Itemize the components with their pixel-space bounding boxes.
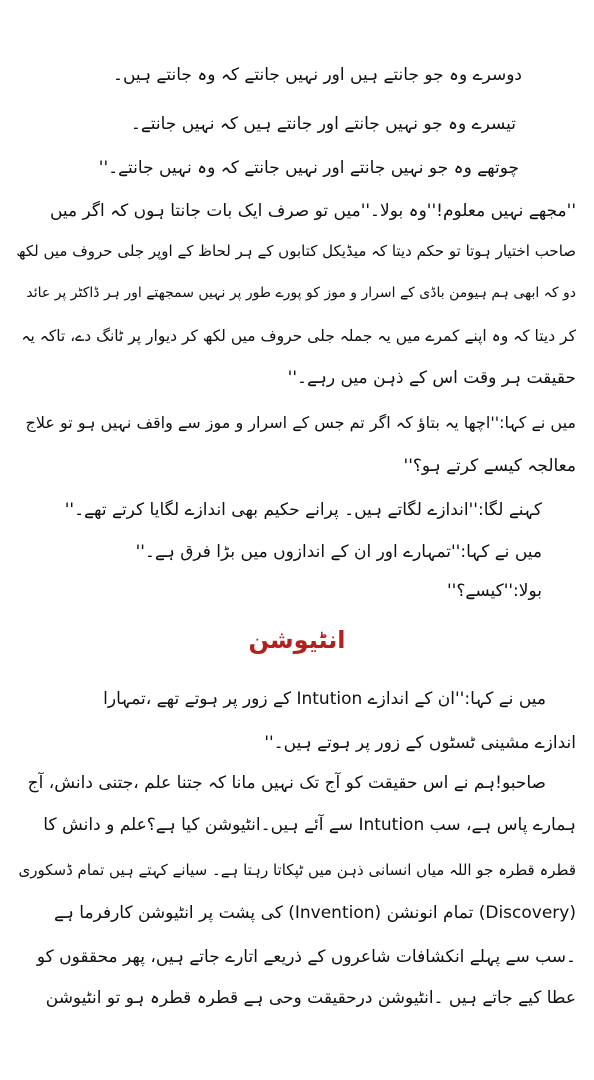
text-line-17: ہمارے پاس ہے، سب Intution سے آئے ہیں۔انٹیوشن کیا ہے؟علم و دانش کا: [43, 815, 576, 835]
text-line-1: دوسرے وہ جو جانتے ہیں اور نہیں جانتے کہ وہ جانتے ہیں۔: [113, 65, 522, 85]
text-line-14: میں نے کہا:''ان کے اندازے Intution کے زور پر ہوتے تھے ،تمہارا: [103, 689, 546, 709]
text-line-3: چوتھے وہ جو نہیں جانتے اور نہیں جانتے کہ وہ نہیں جانتے۔'': [98, 158, 519, 178]
text-line-20: ۔سب سے پہلے انکشافات شاعروں کے ذریعے اتارے جاتے ہیں، پھر محققوں کو: [36, 947, 576, 967]
text-line-4: ''مجھے نہیں معلوم!''وہ بولا۔''میں تو صرف ایک بات جانتا ہوں کہ اگر میں: [49, 201, 576, 221]
text-line-18: قطرہ قطرہ جو اللہ میاں انسانی ذہن میں ٹپکاتا رہتا ہے۔ سیانے کہتے ہیں تمام ڈسکوری: [18, 861, 576, 879]
text-line-11: کہنے لگا:''اندازے لگاتے ہیں۔ پرانے حکیم بھی اندازے لگایا کرتے تھے۔'': [64, 500, 542, 520]
text-line-16: صاحبو!ہم نے اس حقیقت کو آج تک نہیں مانا کہ جتنا علم ،جتنی دانش، آج: [27, 773, 546, 793]
text-line-21: عطا کیے جاتے ہیں ۔انٹیوشن درحقیقت وحی ہے قطرہ قطرہ ہو تو انٹیوشن: [45, 988, 576, 1008]
text-line-7: کر دیتا کہ وہ اپنے کمرے میں یہ جملہ جلی حروف میں لکھ کر دیوار پر ٹانگ دے، تاکہ یہ: [21, 327, 576, 345]
text-line-15: اندازے مشینی ٹسٹوں کے زور پر ہوتے ہیں۔'': [264, 733, 576, 753]
section-heading: انٹیوشن: [248, 626, 346, 654]
text-line-2: تیسرے وہ جو نہیں جانتے اور جانتے ہیں کہ نہیں جانتے۔: [130, 114, 516, 134]
text-line-13: بولا:''کیسے؟'': [446, 581, 542, 601]
text-line-12: میں نے کہا:''تمہارے اور ان کے اندازوں میں بڑا فرق ہے۔'': [135, 542, 542, 562]
text-line-6: دو کہ ابھی ہم ہیومن باڈی کے اسرار و موز کو پورے طور پر نہیں سمجھتے اور ہر ڈاکٹر پر عائد: [26, 285, 576, 301]
text-line-10: معالجہ کیسے کرتے ہو؟'': [403, 456, 576, 476]
text-line-8: حقیقت ہر وقت اس کے ذہن میں رہے۔'': [287, 368, 576, 388]
text-line-5: صاحب اختیار ہوتا تو حکم دیتا کہ میڈیکل کتابوں کے ہر لحاظ کے اوپر جلی حروف میں لکھ: [16, 242, 576, 260]
text-line-9: میں نے کہا:''اچھا یہ بتاؤ کہ اگر تم جس کے اسرار و موز سے واقف نہیں ہو تو علاج: [25, 413, 576, 432]
text-line-19: (Discovery) تمام انونشن (Invention) کی پشت پر انٹیوشن کارفرما ہے: [53, 903, 576, 923]
